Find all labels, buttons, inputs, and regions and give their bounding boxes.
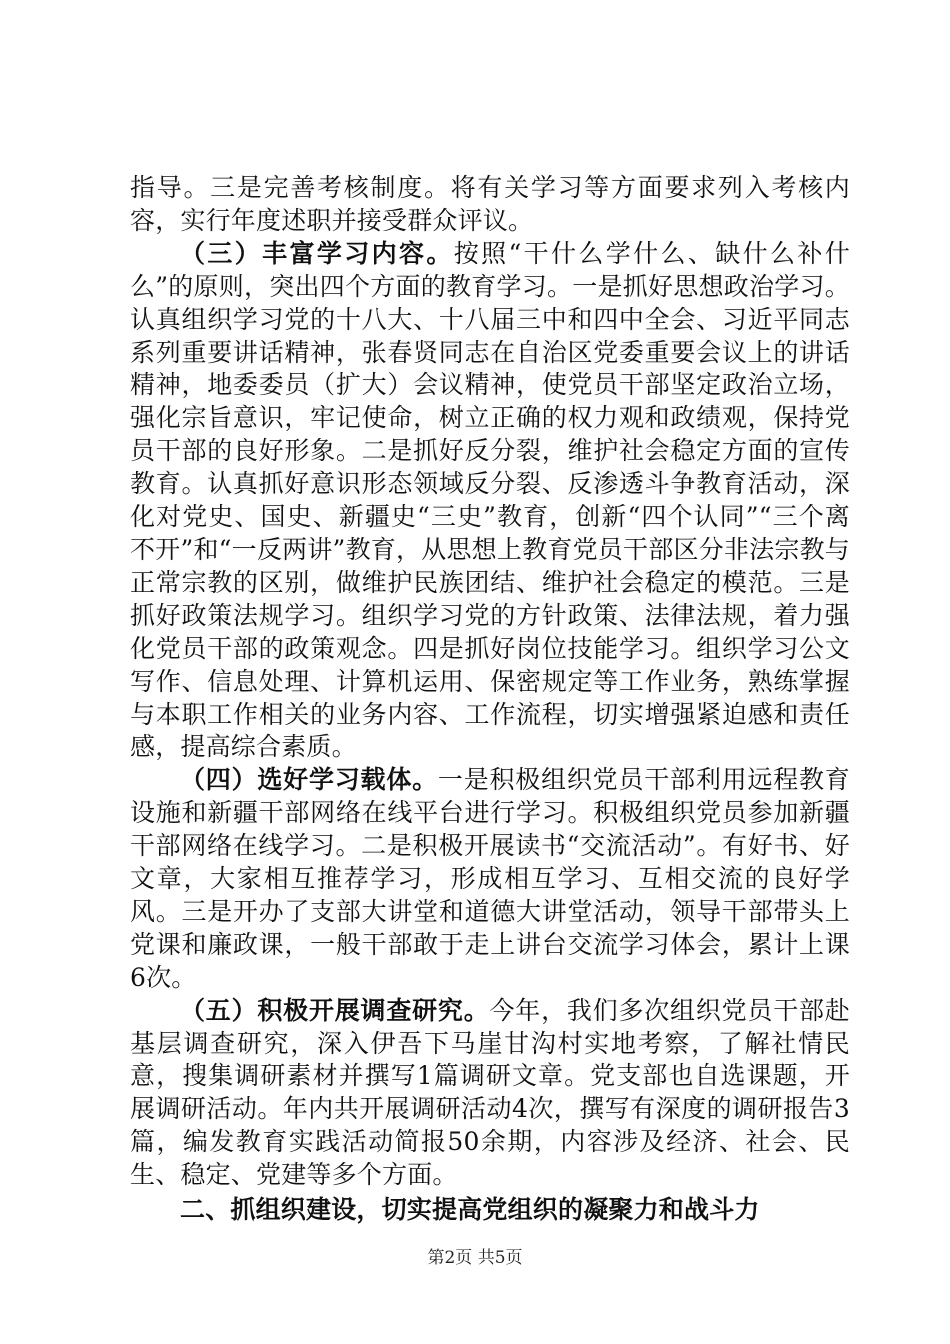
page-number-footer: 第2页 共5页	[427, 1248, 523, 1268]
paragraph-heading: （四）选好学习载体。	[180, 765, 438, 795]
paragraph-text: 一是积极组织党员干部利用远程教育设施和新疆干部网络在线平台进行学习。积极组织党员参加新疆干部网络在线学习。二是积极开展读书“交流活动”。有好书、好文章，大家相互推荐学习，形成相互学习、互相交流的良好学风。三是开办了支部大讲堂和道德大讲堂活动，领导干部带头上党课和廉政课，一般干部敢于走上讲台交流学习体会，累计上课6次。	[130, 765, 850, 992]
paragraph-study-content	[130, 238, 850, 765]
document-body	[130, 172, 850, 1228]
paragraph-heading: （五）积极开展调查研究。	[180, 995, 490, 1025]
paragraph-heading: （三）丰富学习内容。	[180, 238, 454, 268]
paragraph-text: 今年，我们多次组织党员干部赴基层调查研究，深入伊吾下马崖甘沟村实地考察，了解社情民意，搜集调研素材并撰写1篇调研文章。党支部也自选课题，开展调研活动。年内共开展调研活动4次，撰写有深度的调研报告3篇，编发教育实践活动简报50余期，内容涉及经济、社会、民生、稳定、党建等多个方面。	[130, 995, 850, 1190]
section-heading: 二、抓组织建设，切实提高党组织的凝聚力和战斗力	[180, 1195, 760, 1225]
paragraph-study-carrier	[130, 764, 850, 994]
paragraph-text: 按照“干什么学什么、缺什么补什么”的原则，突出四个方面的教育学习。一是抓好思想政治学习。认真组织学习党的十八大、十八届三中和四中全会、习近平同志系列重要讲话精神，张春贤同志在自治区党委重要会议上的讲话精神，地委委员（扩大）会议精神，使党员干部坚定政治立场，强化宗旨意识，牢记使命，树立正确的权力观和政绩观，保持党员干部的良好形象。二是抓好反分裂，维护社会稳定方面的宣传教育。认真抓好意识形态领域反分裂、反渗透斗争教育活动，深化对党史、国史、新疆史“三史”教育，创新“四个认同”“三个离不开”和“一反两讲”教育，从思想上教育党员干部区分非法宗教与正常宗教的区别，做维护民族团结、维护社会稳定的模范。三是抓好政策法规学习。组织学习党的方针政策、法律法规，着力强化党员干部的政策观念。四是抓好岗位技能学习。组织学习公文写作、信息处理、计算机运用、保密规定等工作业务，熟练掌握与本职工作相关的业务内容、工作流程，切实增强紧迫感和责任感，提高综合素质。	[130, 238, 850, 762]
paragraph-research	[130, 995, 850, 1192]
paragraph-text: 指导。三是完善考核制度。将有关学习等方面要求列入考核内容，实行年度述职并接受群众评议。	[130, 173, 850, 235]
paragraph-continuation	[130, 172, 850, 238]
